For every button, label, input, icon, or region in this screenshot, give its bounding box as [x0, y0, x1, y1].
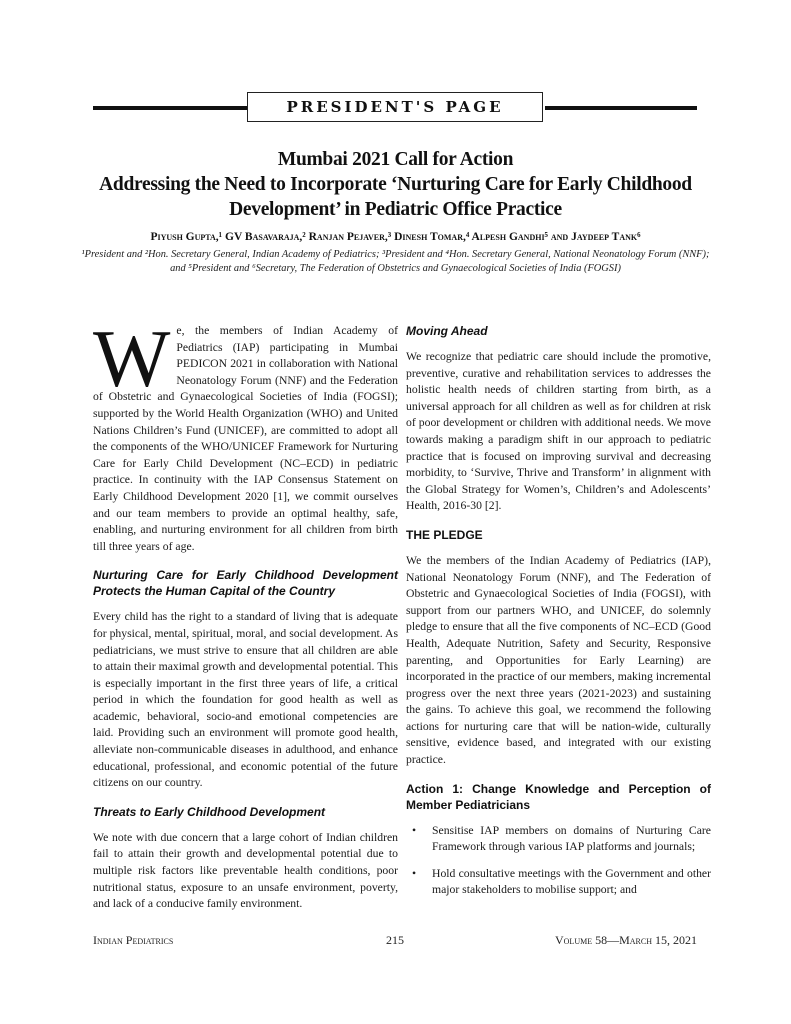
- title-line-1: Mumbai 2021 Call for Action: [277, 149, 514, 170]
- bullet-item: [406, 823, 711, 856]
- issue-info: Volume 58—March 15, 2021: [554, 933, 697, 947]
- title-line-2: Addressing the Need to Incorporate ‘Nurturing Care for Early Childhood: [99, 174, 692, 195]
- header-rule-left: [93, 106, 248, 110]
- section-heading-nurturing-care: Nurturing Care for Early Childhood Development Protects the Human Capital of the Country: [93, 568, 398, 599]
- journal-name: Indian Pediatrics: [93, 933, 174, 947]
- intro-text: e, the members of Indian Academy of Pediatrics (IAP) participating in Mumbai PEDICON 2021 in collaboration with National Neonatology Forum (NNF) and the Federation of Obstetric and Gynaecological Societies of India (FOGSI); supported by the World Health Organization (WHO) and United Nations Children’s Fund (UNICEF), are committed to adopt all the components of the WHO/UNICEF Framework for Nurturing Care for Early Child Development (NC–ECD) in pediatric practice. In continuity with the IAP Consensus Statement on Early Childhood Development 2020 [1], we commit ourselves and our team members to provide an optimal healthy, safe, enabling, and nurturing environment for all children from birth till three years of age.: [93, 324, 398, 553]
- section-text-threats: We note with due concern that a large cohort of Indian children fail to attain their growth and developmental potential due to multiple risk factors like preventable health conditions, poor nutritional status, exposure to an unsafe environment, poverty, and lack of a conducive family environment.: [93, 830, 398, 911]
- bullet-text: Hold consultative meetings with the Government and other major stakeholders to mobilise support; and: [432, 866, 711, 897]
- title-line-3: Development’ in Pediatric Office Practice: [229, 199, 562, 220]
- right-column: [406, 323, 711, 909]
- author-affiliations: ¹President and ²Hon. Secretary General, Indian Academy of Pediatrics; ³President and ⁴Hon. Secretary General, National Neonatology Forum (NNF); and ⁵President and ⁶Secretary, The Federation of Obstetrics and Gynaecological Societies of India (FOGSI): [81, 249, 710, 274]
- header-rule-right: [545, 106, 697, 110]
- section-label: PRESIDENT'S PAGE: [286, 98, 504, 116]
- section-text-moving-ahead: We recognize that pediatric care should include the promotive, preventive, curative and rehabilitation services to addresses the holistic health needs of children starting from birth, as a universal approach for all children as well as for children at risk of poor development or children with additional needs. We move towards making a paradigm shift in our approach to pediatric practice that is focused on improving survival and decreasing morbidity, to ‘Survive, Thrive and Transform’ in alignment with the Global Strategy for Women’s, Children’s and Adolescents’ Health, 2016-30 [2].: [406, 350, 711, 513]
- bullet-icon: •: [412, 823, 417, 837]
- page-number: 215: [386, 933, 404, 947]
- article-title: [80, 147, 711, 222]
- section-heading-pledge: THE PLEDGE: [406, 527, 483, 542]
- section-text-nurturing-care: Every child has the right to a standard of living that is adequate for physical, mental, spiritual, moral, and social development. As pediatricians, we must strive to ensure that all children are able to attain their maximal growth and developmental potential. This is especially important in the first three years of life, a critical period in which the foundation for good health as well as academic, behavioral, socio-and emotional competencies are laid. Providing such an environment will promote good health, alleviate non-communicable diseases in adulthood, and enhance educational, professional, and economic potential of the future citizens on our country.: [93, 610, 398, 790]
- bullet-item: [406, 866, 711, 899]
- section-heading-moving-ahead: Moving Ahead: [406, 324, 488, 338]
- drop-cap: W: [93, 313, 171, 404]
- section-label-box: [247, 92, 543, 122]
- bullet-text: Sensitise IAP members on domains of Nurturing Care Framework through various IAP platforms and journals;: [432, 823, 711, 854]
- section-text-pledge: We the members of the Indian Academy of Pediatrics (IAP), National Neonatology Forum (NNF), and The Federation of Obstetric and Gynaecological Societies of India (FOGSI), with support from our partners WHO, and UNICEF, do solemnly pledge to ensure that all the five components of NC–ECD (Good Health, Adequate Nutrition, Safety and Security, Responsive parenting, and Opportunities for Early Learning) are incorporated in the practice of our members, making incremental progress over the next three years (2021-2023) and sustaining the gains. To achieve this goal, we recommend the following actions for nurturing care that will be nation-wide, culturally sensitive, evidence based, and integrated with our existing practice.: [406, 553, 711, 767]
- bullet-icon: •: [412, 866, 417, 880]
- left-column: [93, 313, 398, 925]
- section-heading-action-1: Action 1: Change Knowledge and Perception of Member Pediatricians: [406, 781, 711, 812]
- action-1-bullet-list: [406, 823, 711, 899]
- author-list: Piyush Gupta,¹ GV Basavaraja,² Ranjan Pejaver,³ Dinesh Tomar,⁴ Alpesh Gandhi⁵ and Jaydeep Tank⁶: [150, 231, 641, 243]
- section-heading-threats: Threats to Early Childhood Development: [93, 804, 326, 819]
- intro-paragraph: [93, 313, 398, 555]
